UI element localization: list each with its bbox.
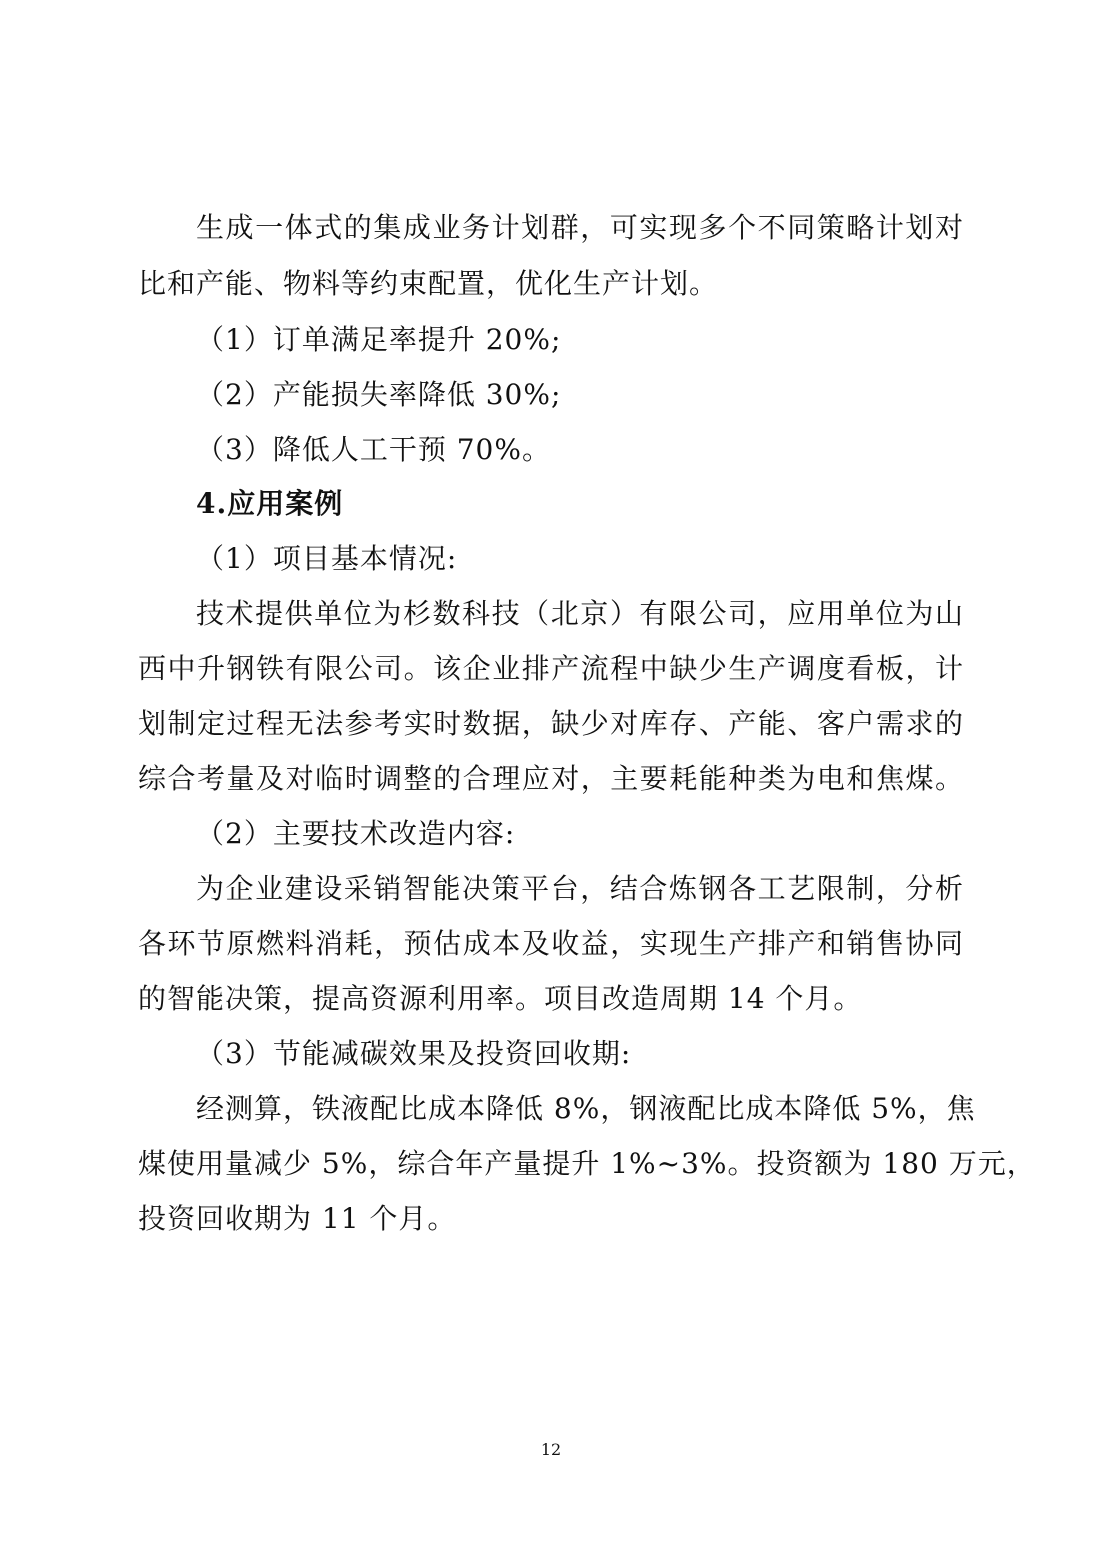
- intro-line-2: 比和产能、物料等约束配置，优化生产计划。: [138, 267, 719, 300]
- retrofit-line-1: 为企业建设采销智能决策平台，结合炼钢各工艺限制，分析: [196, 872, 964, 905]
- retrofit-line-3: 的智能决策，提高资源利用率。项目改造周期 14 个月。: [138, 982, 863, 1015]
- benefit-item-3: （3）降低人工干预 70%。: [196, 433, 551, 466]
- intro-line-1: 生成一体式的集成业务计划群，可实现多个不同策略计划对: [196, 211, 964, 244]
- basic-line-1: 技术提供单位为杉数科技（北京）有限公司，应用单位为山: [196, 597, 964, 630]
- retrofit-line-2: 各环节原燃料消耗，预估成本及收益，实现生产排产和销售协同: [138, 927, 964, 960]
- case-heading: 4.应用案例: [196, 487, 344, 520]
- effects-line-2: 煤使用量减少 5%，综合年产量提升 1%~3%。投资额为 180 万元，: [138, 1147, 1036, 1180]
- retrofit-title: （2）主要技术改造内容:: [196, 817, 516, 850]
- benefit-item-2: （2）产能损失率降低 30%;: [196, 378, 562, 411]
- effects-line-1: 经测算，铁液配比成本降低 8%，钢液配比成本降低 5%，焦: [196, 1092, 976, 1125]
- effects-title: （3）节能减碳效果及投资回收期:: [196, 1037, 632, 1070]
- effects-line-3: 投资回收期为 11 个月。: [138, 1202, 457, 1235]
- basic-title: （1）项目基本情况:: [196, 542, 458, 575]
- basic-line-2: 西中升钢铁有限公司。该企业排产流程中缺少生产调度看板，计: [138, 652, 964, 685]
- page-number: 12: [540, 1440, 562, 1459]
- basic-line-4: 综合考量及对临时调整的合理应对，主要耗能种类为电和焦煤。: [138, 762, 964, 795]
- basic-line-3: 划制定过程无法参考实时数据，缺少对库存、产能、客户需求的: [138, 707, 964, 740]
- benefit-item-1: （1）订单满足率提升 20%;: [196, 323, 562, 356]
